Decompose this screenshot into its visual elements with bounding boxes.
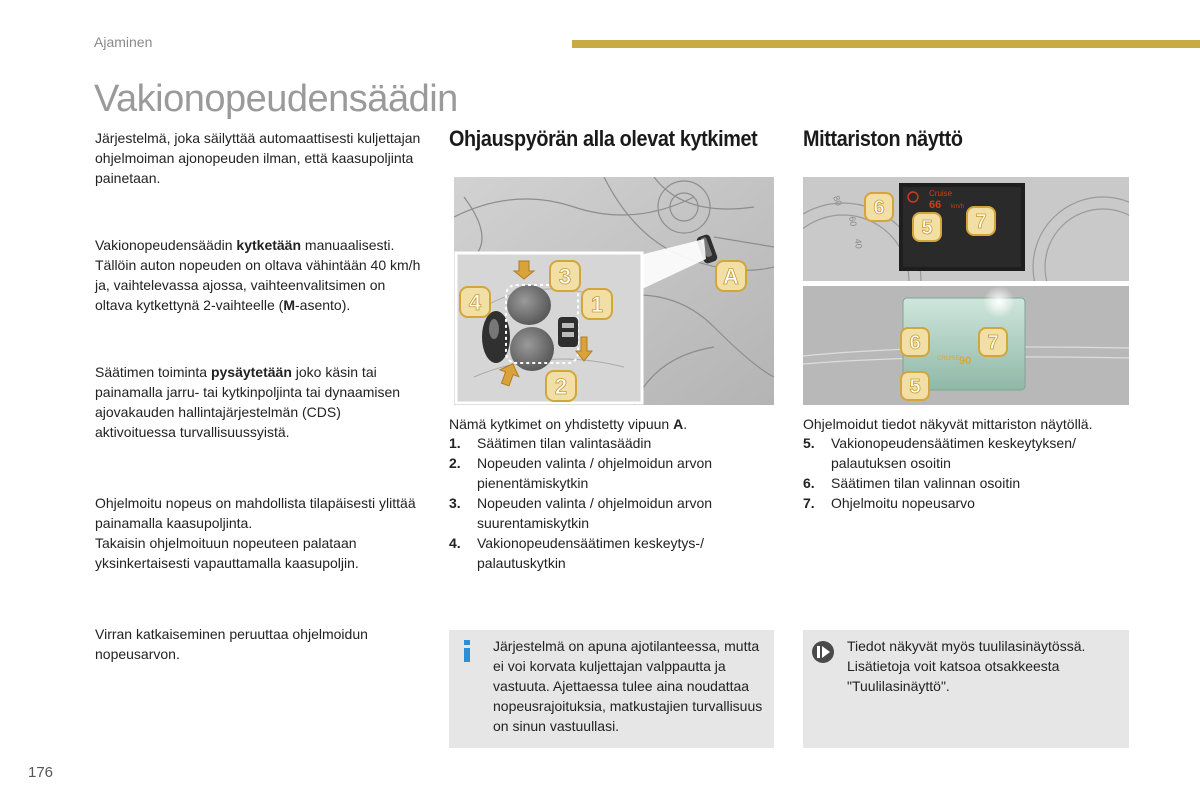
list-item-text: Ohjelmoitu nopeusarvo <box>831 495 975 511</box>
stop-text-1: Säätimen toiminta <box>95 364 211 380</box>
steering-switches-illustration <box>454 177 774 405</box>
list-item <box>449 493 769 533</box>
steering-switches-figure <box>454 177 774 405</box>
list-item-number: 4. <box>449 535 461 551</box>
label-4: 4 <box>468 290 482 315</box>
list-item-text: Nopeuden valinta / ohjelmoidun arvon suurentamiskytkin <box>477 495 713 531</box>
instrument-display-illustration <box>803 177 1129 281</box>
display-cruise-text: Cruise <box>929 189 953 198</box>
switches-caption-end: . <box>683 416 688 432</box>
hud-cruise-label: CRUISE <box>937 356 960 362</box>
label-7-bottom: 7 <box>987 332 999 354</box>
switches-caption-text: Nämä kytkimet on yhdistetty vipuun <box>449 416 674 432</box>
switches-list <box>449 433 769 573</box>
list-item <box>803 473 1133 493</box>
list-item-text: Säätimen tilan valinnan osoitin <box>831 475 1021 491</box>
list-item <box>449 453 769 493</box>
svg-text:40: 40 <box>853 238 864 250</box>
section-label: Ajaminen <box>94 34 153 50</box>
return-text: Takaisin ohjelmoituun nopeuteen palataan yksinkertaisesti vapauttamalla kaasupoljin. <box>95 535 359 571</box>
list-item-text: Säätimen tilan valintasäädin <box>477 435 652 451</box>
switches-heading: Ohjauspyörän alla olevat kytkimet <box>449 126 758 151</box>
hud-display-figure <box>803 286 1129 405</box>
header-accent-bar <box>572 40 1200 48</box>
info-note-text: Järjestelmä on apuna ajotilanteessa, mutta ei voi korvata kuljettajan valppautta ja vastuuta. Ajettaessa tulee aina noudattaa nopeusrajoituksia, matkustajien turvallisuus on sinun vastuullasi. <box>493 638 763 734</box>
stop-bold: pysäytetään <box>210 364 292 380</box>
hud-speed-value: 90 <box>959 355 972 367</box>
label-3: 3 <box>558 264 572 289</box>
power-off-paragraph: Virran katkaiseminen peruuttaa ohjelmoidun nopeusarvon. <box>95 626 368 662</box>
list-item-text: Nopeuden valinta / ohjelmoidun arvon pienentämiskytkin <box>477 455 713 491</box>
hud-display-illustration <box>803 286 1129 405</box>
list-item <box>803 493 1133 513</box>
list-item <box>449 533 769 573</box>
svg-text:60: 60 <box>847 215 859 228</box>
list-item-number: 7. <box>803 495 815 511</box>
label-2: 2 <box>554 374 568 399</box>
display-caption: Ohjelmoidut tiedot näkyvät mittariston näytöllä. <box>803 416 1093 432</box>
page-number: 176 <box>28 764 54 781</box>
list-item-number: 3. <box>449 495 461 511</box>
switches-caption-bold: A <box>673 416 684 432</box>
label-a: A <box>723 264 739 289</box>
display-speed-text: 66 <box>929 199 942 211</box>
label-5-bottom: 5 <box>909 376 921 398</box>
instrument-display-figure <box>803 177 1129 281</box>
activation-text-2: manuaalisesti. Tällöin auton nopeuden on oltava vähintään 40 km/h ja, vaihtelevassa ajossa, vaihteenvalitsimen on oltava kytkettynä 2-vaihteelle ( <box>95 237 421 313</box>
label-6-top: 6 <box>873 197 885 219</box>
info-note <box>449 630 774 748</box>
exceed-paragraph <box>95 493 425 573</box>
activation-bold: kytketään <box>236 237 302 253</box>
activation-text-3: -asento). <box>295 297 351 313</box>
label-1: 1 <box>590 292 604 317</box>
activation-paragraph <box>95 235 425 315</box>
list-item-number: 5. <box>803 435 815 451</box>
list-item <box>449 433 769 453</box>
activation-text-1: Vakionopeudensäädin <box>95 237 237 253</box>
forward-arrow-icon <box>811 640 835 664</box>
list-item-text: Vakionopeudensäätimen keskeytys-/ palautuskytkin <box>477 535 704 571</box>
page-title: Vakionopeudensäädin <box>94 78 458 120</box>
list-item-number: 1. <box>449 435 461 451</box>
label-6-bottom: 6 <box>909 332 921 354</box>
reference-note-text: Tiedot näkyvät myös tuulilasinäytössä. Lisätietoja voit katsoa otsakkeesta "Tuulilasinäyttö". <box>847 638 1086 694</box>
svg-text:80: 80 <box>831 194 844 208</box>
switches-caption <box>449 414 779 434</box>
list-item <box>803 433 1133 473</box>
display-heading: Mittariston näyttö <box>803 126 963 151</box>
intro-paragraph: Järjestelmä, joka säilyttää automaattisesti kuljettajan ohjelmoiman ajonopeuden ilman, että kaasupoljinta painetaan. <box>95 130 421 186</box>
list-item-number: 2. <box>449 455 461 471</box>
gear-m-bold: M <box>283 297 295 313</box>
exceed-text: Ohjelmoitu nopeus on mahdollista tilapäisesti ylittää painamalla kaasupoljinta. <box>95 495 416 531</box>
display-list <box>803 433 1133 513</box>
list-item-text: Vakionopeudensäätimen keskeytyksen/ palautuksen osoitin <box>831 435 1076 471</box>
stop-paragraph <box>95 362 425 442</box>
reference-note <box>803 630 1129 748</box>
stop-text-2: joko käsin tai painamalla jarru- tai kytkinpoljinta tai dynaamisen ajovakauden hallintajärjestelmän (CDS) aktivoituessa turvallisuussyistä. <box>95 364 401 440</box>
label-5-top: 5 <box>921 217 933 239</box>
label-7-top: 7 <box>975 211 987 233</box>
list-item-number: 6. <box>803 475 815 491</box>
display-unit-text: km/h <box>951 204 965 210</box>
info-icon <box>459 640 475 662</box>
